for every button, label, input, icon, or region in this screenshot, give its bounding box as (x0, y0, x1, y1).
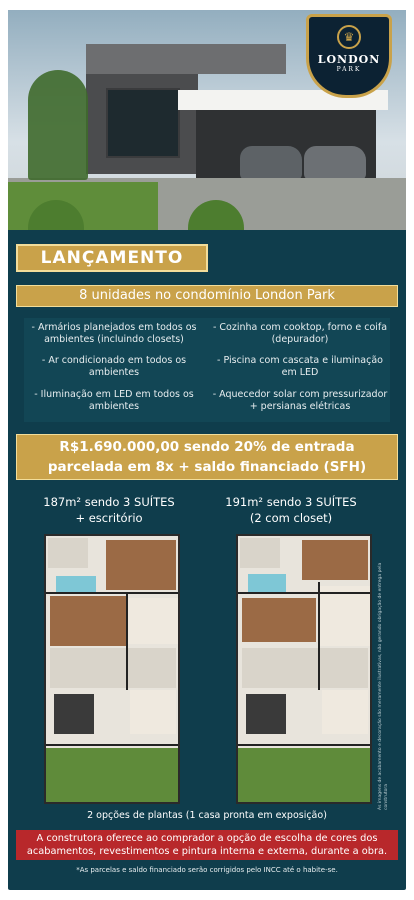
floor-plan-1 (44, 534, 180, 804)
crest-icon: ♛ (337, 25, 361, 49)
plan-1-title (24, 494, 194, 526)
feature-item: - Armários planejados em todos os ambientes (incluindo closets) (31, 322, 197, 345)
illustrative-disclaimer: As imagens de acabamento e decoração são meramente ilustrativas, não gerando obrigação de entrega pela construtora (378, 562, 389, 810)
feature-item: - Ar condicionado em todos os ambientes (41, 355, 187, 379)
feature-item: - Aquecedor solar com pressurizador + persianas elétricas (212, 388, 388, 412)
features-list (24, 318, 390, 422)
london-park-logo (306, 14, 392, 98)
price-line-2: parcelada em 8x + saldo financiado (SFH) (47, 459, 367, 475)
plan-2-extra: (2 com closet) (249, 511, 333, 525)
plan-options-text: 2 opções de plantas (1 casa pronta em exposição) (87, 810, 327, 821)
plan-1-size: 187m² sendo 3 SUÍTES (43, 495, 175, 509)
price-line-1: R$1.690.000,00 sendo 20% de entrada (59, 439, 355, 455)
feature-item: - Piscina com cascata e iluminação em LED (217, 355, 383, 379)
feature-item: - Cozinha com cooktop, forno e coifa (depurador) (212, 322, 388, 345)
financing-footnote: *As parcelas e saldo financiado serão corrigidos pelo INCC até o habite-se. (76, 866, 338, 874)
floor-plan-2 (236, 534, 372, 804)
price-banner (16, 434, 398, 480)
customization-notice: A construtora oferece ao comprador a opção de escolha de cores dos acabamentos, revestimentos e pintura interna e externa, durante a obra. (16, 830, 398, 860)
car (304, 146, 366, 180)
logo-sub: PARK (336, 66, 362, 73)
plan-2-size: 191m² sendo 3 SUÍTES (225, 495, 357, 509)
palm-tree (28, 70, 88, 180)
feature-item: - Iluminação em LED em todos os ambientes (34, 388, 194, 412)
plan-1-extra: + escritório (75, 511, 143, 525)
units-banner: 8 unidades no condomínio London Park (16, 285, 398, 307)
logo-name: LONDON (317, 53, 381, 66)
launch-banner: LANÇAMENTO (16, 244, 208, 272)
car (240, 146, 302, 180)
plan-2-title (206, 494, 376, 526)
